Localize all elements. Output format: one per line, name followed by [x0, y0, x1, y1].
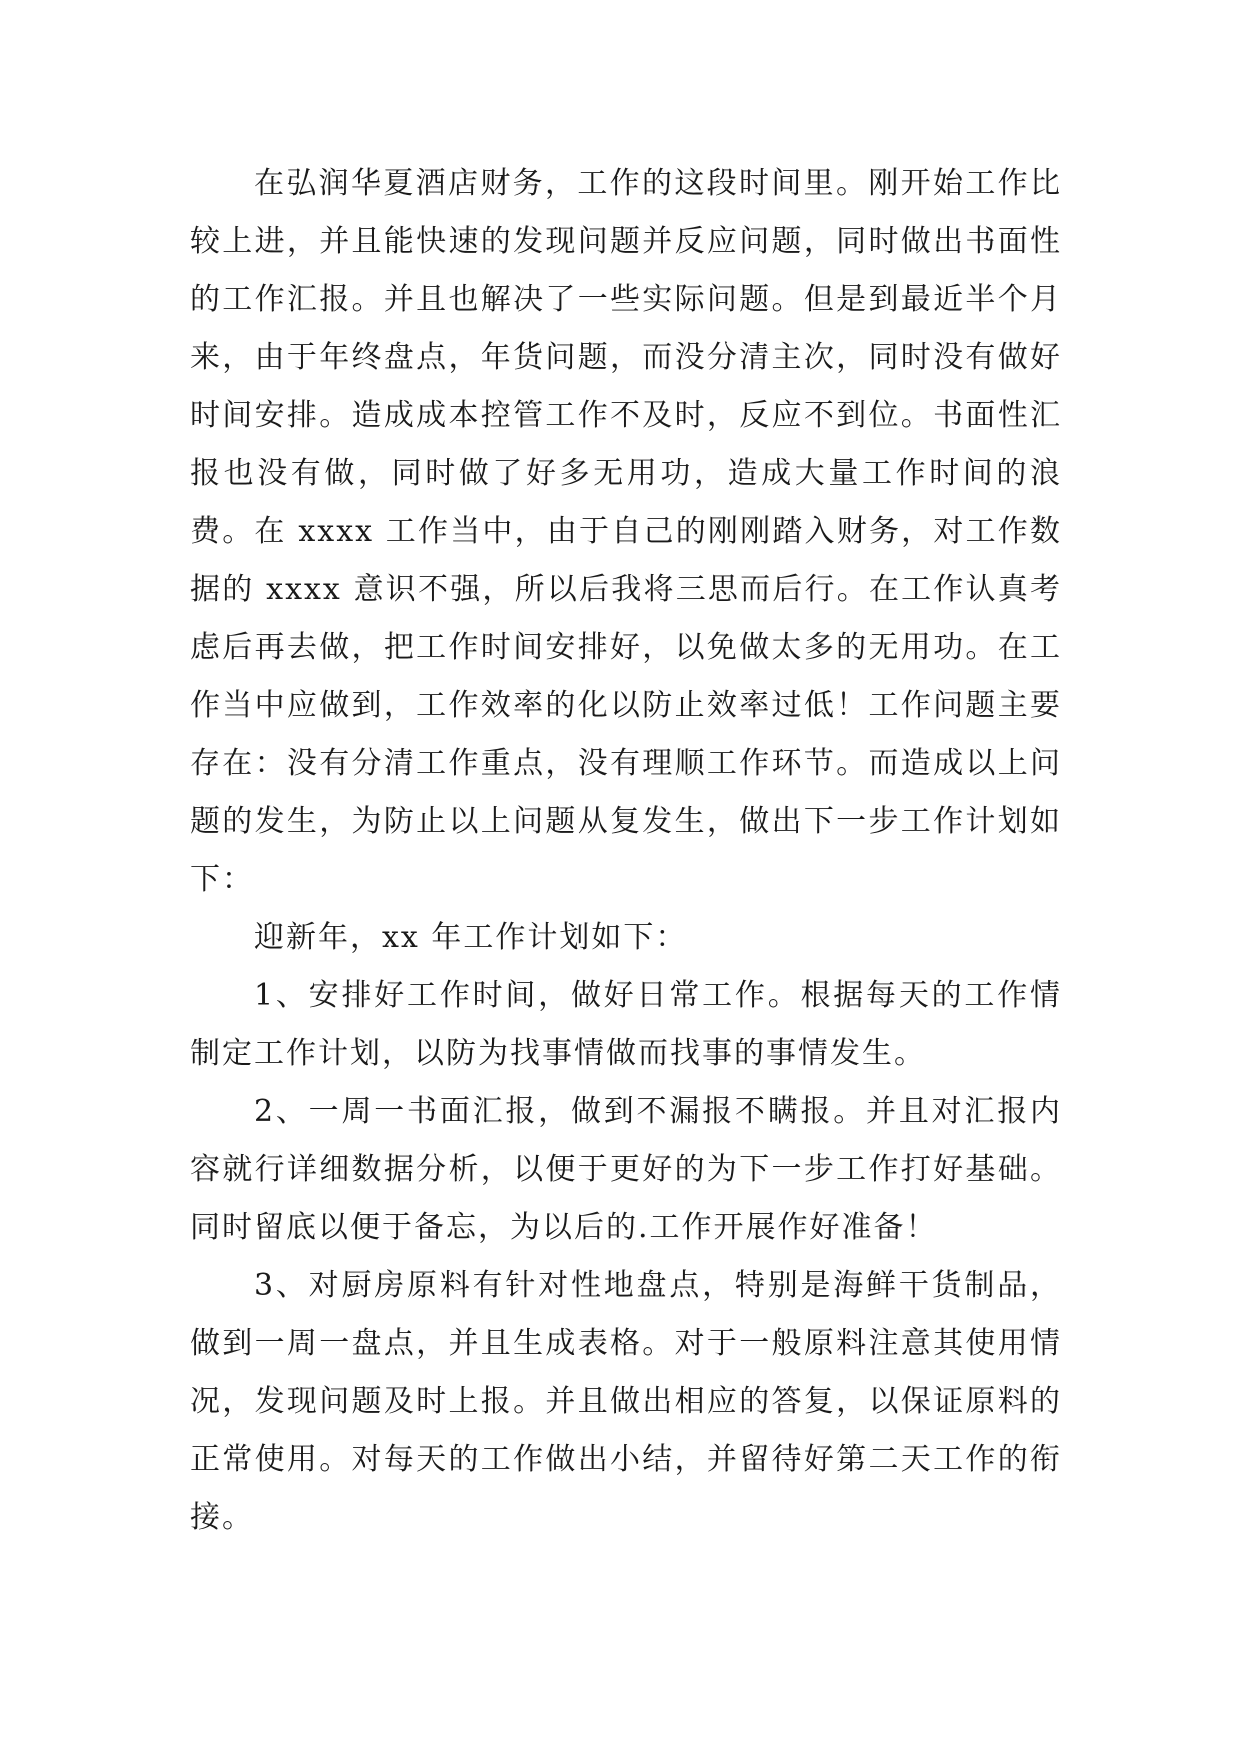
paragraph-plan-item-2: 2、一周一书面汇报，做到不漏报不瞒报。并且对汇报内容就行详细数据分析，以便于更好的为下一步工作打好基础。同时留底以便于备忘，为以后的.工作开展作好准备！ [190, 1094, 1062, 1245]
paragraph-work-review: 在弘润华夏酒店财务，工作的这段时间里。刚开始工作比较上进，并且能快速的发现问题并反应问题，同时做出书面性的工作汇报。并且也解决了一些实际问题。但是到最近半个月来，由于年终盘点，年货问题，而没分清主次，同时没有做好时间安排。造成成本控管工作不及时，反应不到位。书面性汇报也没有做，同时做了好多无用功，造成大量工作时间的浪费。在 xxxx 工作当中，由于自己的刚刚踏入财务，对工作数据的 xxxx 意识不强，所以后我将三思而后行。在工作认真考虑后再去做，把工作时间安排好，以免做太多的无用功。在工作当中应做到，工作效率的化以防止效率过低！工作问题主要存在：没有分清工作重点，没有理顺工作环节。而造成以上问题的发生，为防止以上问题从复发生，做出下一步工作计划如下： [190, 166, 1062, 897]
paragraph-plan-heading: 迎新年，xx 年工作计划如下： [254, 920, 688, 955]
paragraph-plan-item-3: 3、对厨房原料有针对性地盘点，特别是海鲜干货制品，做到一周一盘点，并且生成表格。对于一般原料注意其使用情况，发现问题及时上报。并且做出相应的答复，以保证原料的正常使用。对每天的工作做出小结，并留待好第二天工作的衔接。 [190, 1268, 1062, 1535]
paragraph-plan-item-1: 1、安排好工作时间，做好日常工作。根据每天的工作情制定工作计划，以防为找事情做而找事的事情发生。 [190, 978, 1062, 1071]
document-body [190, 155, 1062, 1547]
